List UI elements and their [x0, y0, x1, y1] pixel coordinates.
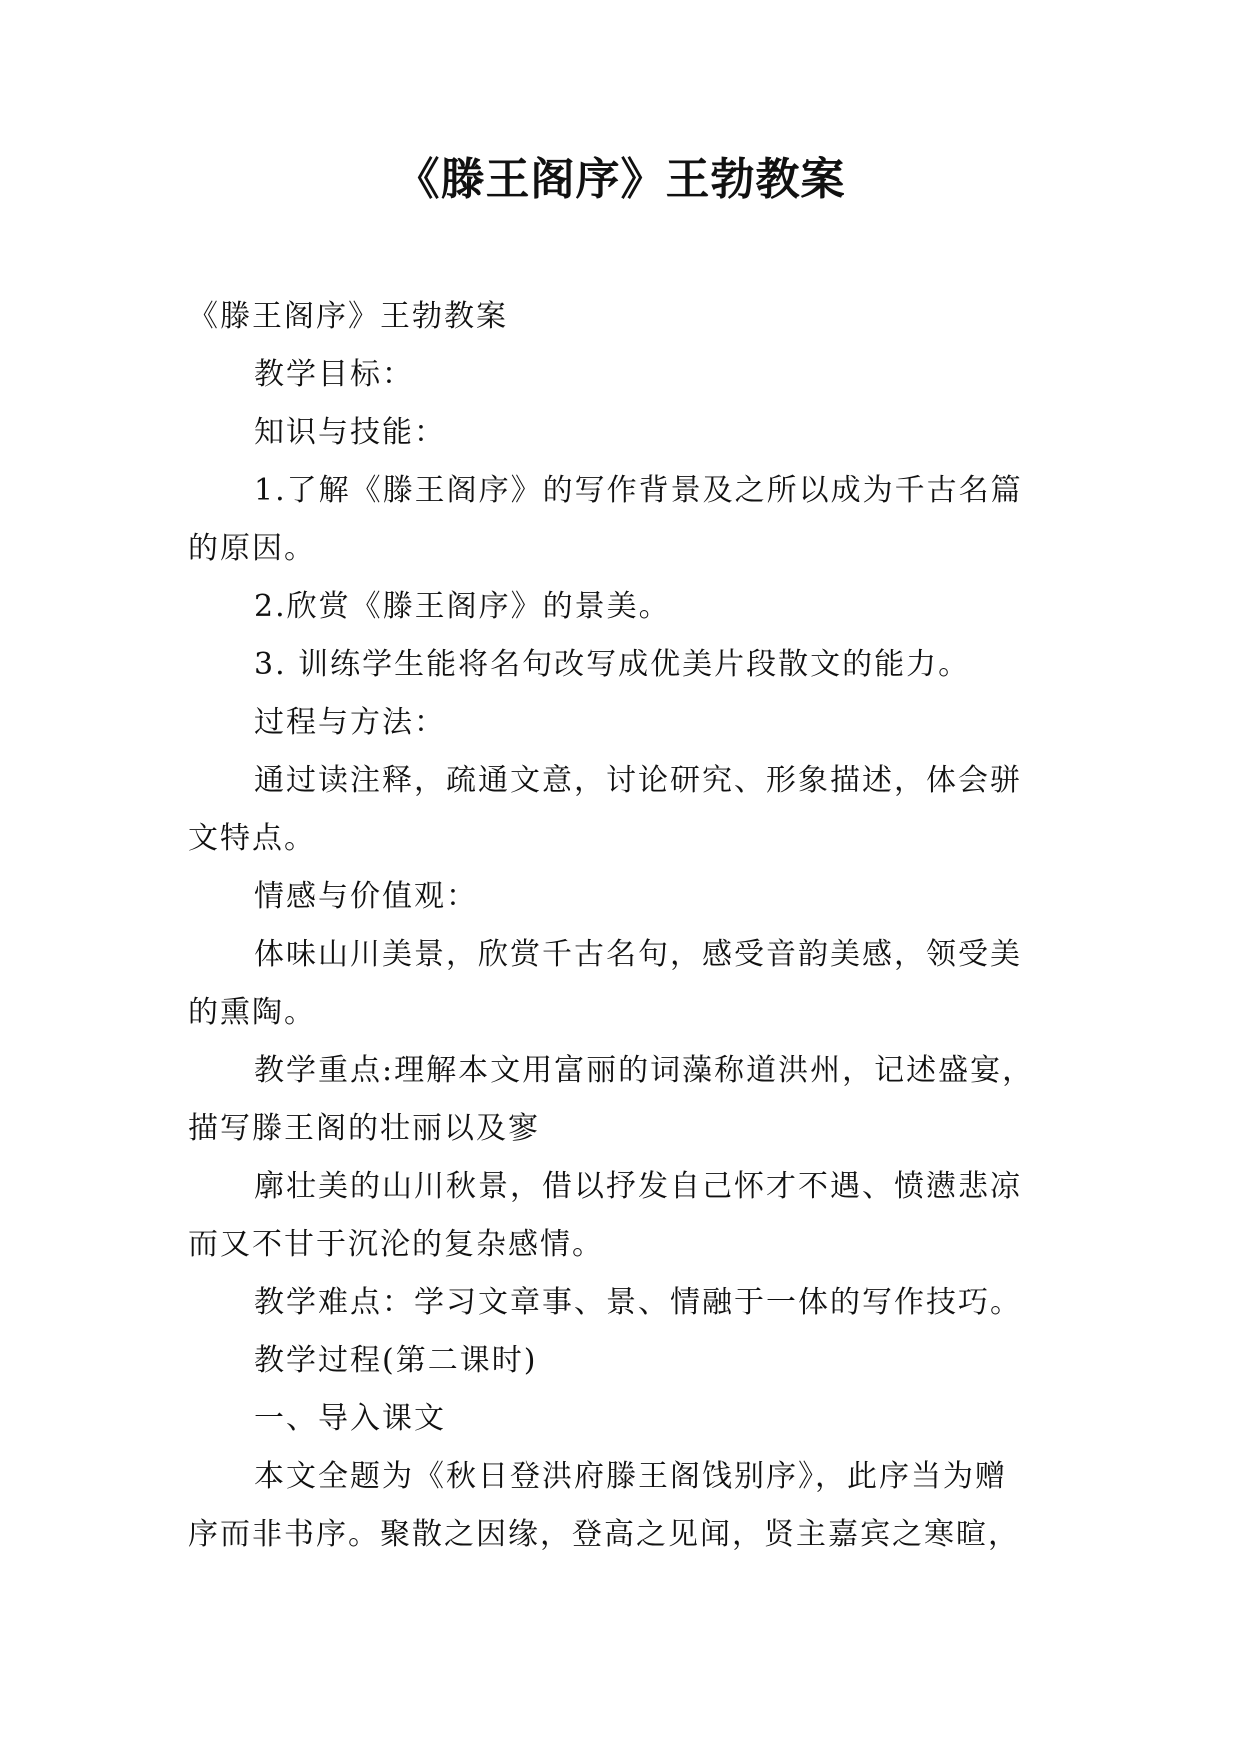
text-line: 过程与方法： [254, 705, 446, 740]
text-line: 序而非书序。聚散之因缘，登高之见闻，贤主嘉宾之寒暄， [188, 1517, 1020, 1552]
text-line: 知识与技能： [254, 415, 446, 450]
text-line: 廓壮美的山川秋景，借以抒发自己怀才不遇、愤懑悲凉 [254, 1169, 1022, 1204]
text-line: 情感与价值观： [254, 879, 478, 914]
text-line: 3. 训练学生能将名句改写成优美片段散文的能力。 [254, 647, 971, 682]
text-line: 通过读注释，疏通文意，讨论研究、形象描述，体会骈 [254, 763, 1022, 798]
text-line: 一、导入课文 [254, 1401, 446, 1436]
text-line: 本文全题为《秋日登洪府滕王阁饯别序》，此序当为赠 [254, 1459, 1007, 1494]
text-line: 而又不甘于沉沦的复杂感情。 [188, 1227, 604, 1262]
text-line: 教学重点:理解本文用富丽的词藻称道洪州，记述盛宴， [254, 1053, 1035, 1088]
text-line: 2.欣赏《滕王阁序》的景美。 [254, 589, 671, 624]
text-line: 教学过程(第二课时) [254, 1343, 538, 1378]
text-line: 教学目标： [254, 357, 414, 392]
document-title: 《滕王阁序》王勃教案 [395, 154, 846, 205]
document-body [188, 288, 1058, 1564]
text-line: 1.了解《滕王阁序》的写作背景及之所以成为千古名篇 [254, 473, 1023, 508]
text-line: 文特点。 [188, 821, 316, 856]
text-line: 的熏陶。 [188, 995, 316, 1030]
text-line: 《滕王阁序》王勃教案 [188, 299, 508, 334]
text-line: 描写滕王阁的壮丽以及寥 [188, 1111, 540, 1146]
text-line: 的原因。 [188, 531, 316, 566]
text-line: 体味山川美景，欣赏千古名句，感受音韵美感，领受美 [254, 937, 1022, 972]
text-line: 教学难点：学习文章事、景、情融于一体的写作技巧。 [254, 1285, 1022, 1320]
